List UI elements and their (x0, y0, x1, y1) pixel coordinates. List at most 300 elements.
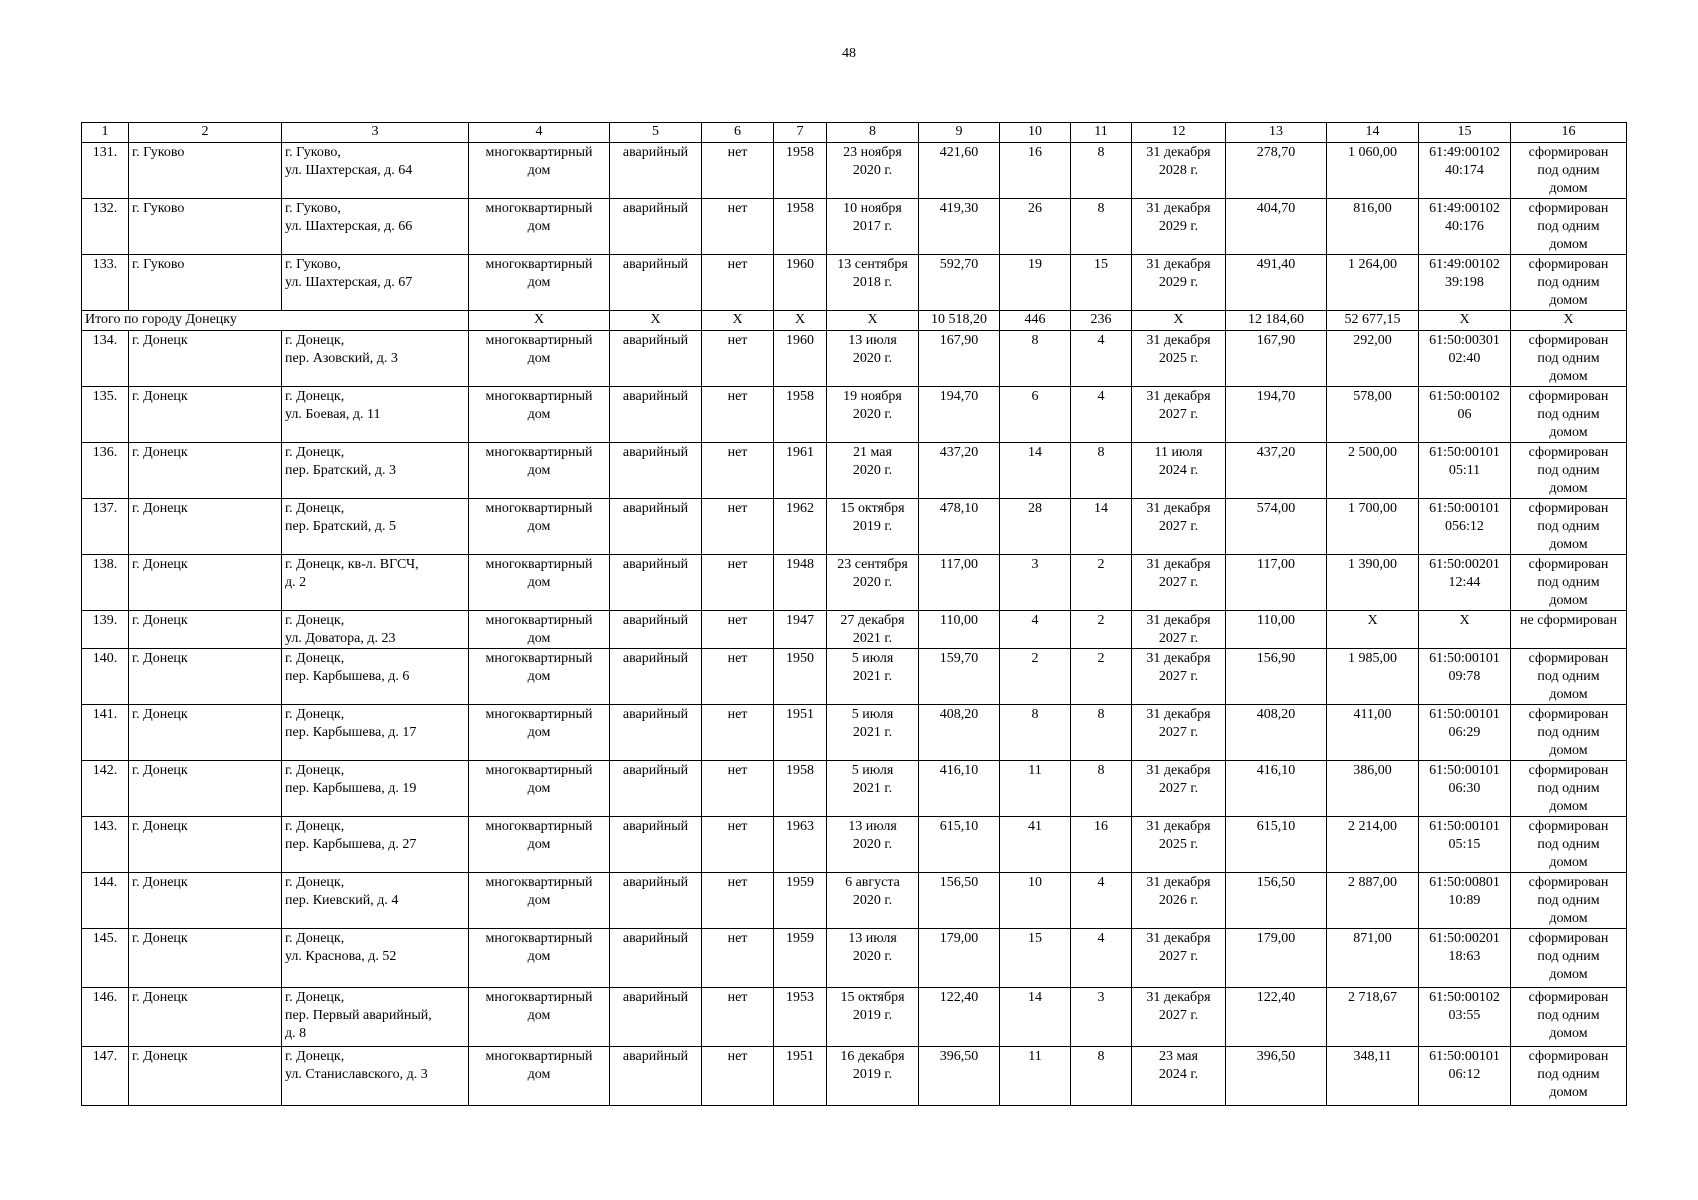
col-6-line: нет (727, 557, 748, 572)
municipality (129, 649, 282, 705)
building-type (469, 199, 610, 255)
col-10-line: 16 (1028, 145, 1042, 160)
address-line: г. Донецк, (285, 875, 345, 890)
year-built-line: 1948 (786, 557, 814, 572)
address-line: г. Донецк, (285, 389, 345, 404)
table-row (82, 255, 1627, 311)
area-line: 396,50 (939, 1049, 979, 1064)
planned-date-line: 31 декабря (1146, 145, 1211, 160)
cadastral-number (1419, 988, 1511, 1047)
cadastral-number-line: 056:12 (1445, 519, 1484, 534)
land-plot-status-line: домом (1549, 537, 1588, 552)
recognition-date (827, 817, 919, 873)
col-6 (702, 387, 774, 443)
building-status-line: аварийный (622, 613, 689, 628)
planned-date (1132, 761, 1226, 817)
recognition-date-line: 23 сентября (837, 557, 908, 572)
col-11 (1071, 255, 1132, 311)
recognition-date-line: 2020 г. (852, 463, 893, 478)
col-14-line: 1 060,00 (1348, 145, 1397, 160)
col-6-line: нет (727, 819, 748, 834)
address-line: ул. Боевая, д. 11 (285, 407, 381, 422)
year-built (774, 331, 827, 387)
address (282, 873, 469, 929)
col-10 (1000, 873, 1071, 929)
land-plot-status (1511, 873, 1627, 929)
col-13 (1226, 1047, 1327, 1106)
recognition-date (827, 255, 919, 311)
planned-date (1132, 611, 1226, 649)
building-status (610, 929, 702, 988)
building-status-line: аварийный (622, 651, 689, 666)
building-type-line: многоквартирный (485, 613, 593, 628)
land-plot-status-line: сформирован (1528, 557, 1609, 572)
col-14-line: 1 390,00 (1348, 557, 1397, 572)
table-row (82, 761, 1627, 817)
land-plot-status-line: домом (1549, 799, 1588, 814)
year-built (774, 499, 827, 555)
page-number: 48 (842, 46, 856, 61)
header-col-16: 16 (1511, 123, 1627, 143)
land-plot-status-line: под одним (1537, 949, 1600, 964)
col-14 (1327, 761, 1419, 817)
cadastral-number-line: 40:174 (1445, 163, 1484, 178)
cadastral-number (1419, 929, 1511, 988)
col-11 (1071, 555, 1132, 611)
building-status-line: аварийный (622, 501, 689, 516)
building-status-line: аварийный (622, 1049, 689, 1064)
building-type (469, 873, 610, 929)
recognition-date-line: 13 июля (848, 819, 897, 834)
area (919, 143, 1000, 199)
cadastral-number-line: 61:50:00101 (1429, 763, 1500, 778)
recognition-date (827, 705, 919, 761)
planned-date-line: 31 декабря (1146, 501, 1211, 516)
address-line: ул. Доватора, д. 23 (285, 631, 396, 646)
municipality (129, 817, 282, 873)
row-number (82, 387, 129, 443)
land-plot-status-line: домом (1549, 237, 1588, 252)
year-built (774, 555, 827, 611)
header-col-15: 15 (1419, 123, 1511, 143)
planned-date-line: 2027 г. (1158, 669, 1199, 684)
building-type-line: дом (527, 275, 551, 290)
land-plot-status-line: под одним (1537, 463, 1600, 478)
planned-date (1132, 873, 1226, 929)
recognition-date-line: 13 июля (848, 333, 897, 348)
recognition-date-line: 21 мая (853, 445, 892, 460)
col-6-line: нет (727, 333, 748, 348)
municipality-line: г. Донецк (132, 819, 188, 834)
row-number-line: 137. (92, 501, 118, 516)
col-6 (702, 929, 774, 988)
col-13 (1226, 199, 1327, 255)
col-13 (1226, 255, 1327, 311)
col-10-line: 2 (1031, 651, 1039, 666)
planned-date-line: 2028 г. (1158, 163, 1199, 178)
building-status-line: аварийный (622, 257, 689, 272)
year-built-line: 1960 (786, 333, 814, 348)
cadastral-number-line: 61:50:00201 (1429, 931, 1500, 946)
col-11-line: 15 (1094, 257, 1108, 272)
planned-date-line: 2025 г. (1158, 351, 1199, 366)
col-6-line: нет (727, 501, 748, 516)
table-row (82, 705, 1627, 761)
year-built-line: 1958 (786, 201, 814, 216)
col-14 (1327, 649, 1419, 705)
row-number (82, 705, 129, 761)
land-plot-status-line: домом (1549, 593, 1588, 608)
recognition-date (827, 555, 919, 611)
recognition-date-line: 2018 г. (852, 275, 893, 290)
col-11 (1071, 817, 1132, 873)
table-row (82, 817, 1627, 873)
building-type (469, 555, 610, 611)
table-row (82, 199, 1627, 255)
col-11-line: 2 (1097, 613, 1105, 628)
building-type-line: многоквартирный (485, 445, 593, 460)
col-6-line: нет (727, 445, 748, 460)
building-status-line: аварийный (622, 333, 689, 348)
col-6-line: нет (727, 201, 748, 216)
municipality-line: г. Донецк (132, 445, 188, 460)
year-built-line: 1961 (786, 445, 814, 460)
building-status (610, 1047, 702, 1106)
land-plot-status-line: под одним (1537, 781, 1600, 796)
col-13-line: 416,10 (1256, 763, 1296, 778)
building-status (610, 143, 702, 199)
address-line: г. Донецк, (285, 707, 345, 722)
area (919, 555, 1000, 611)
municipality-line: г. Донецк (132, 990, 188, 1005)
col-6 (702, 255, 774, 311)
table-row (82, 555, 1627, 611)
planned-date-line: 2027 г. (1158, 725, 1199, 740)
row-number-line: 145. (92, 931, 118, 946)
building-type (469, 761, 610, 817)
col-11-line: 8 (1097, 201, 1105, 216)
recognition-date-line: 13 июля (848, 931, 897, 946)
cadastral-number-line: 61:50:00101 (1429, 651, 1500, 666)
col-14 (1327, 499, 1419, 555)
cadastral-number-line: 06:30 (1448, 781, 1481, 796)
planned-date (1132, 199, 1226, 255)
municipality-line: г. Донецк (132, 651, 188, 666)
year-built-line: 1959 (786, 931, 814, 946)
col-14 (1327, 873, 1419, 929)
cadastral-number-line: 02:40 (1448, 351, 1481, 366)
col-6 (702, 705, 774, 761)
col-13-line: 179,00 (1256, 931, 1296, 946)
col-13-line: 156,90 (1256, 651, 1296, 666)
col-6 (702, 143, 774, 199)
land-plot-status-line: под одним (1537, 669, 1600, 684)
row-number-line: 136. (92, 445, 118, 460)
cadastral-number-line: 61:50:00201 (1429, 557, 1500, 572)
area-line: 110,00 (940, 613, 978, 628)
land-plot-status-line: сформирован (1528, 875, 1609, 890)
row-number-line: 138. (92, 557, 118, 572)
area (919, 499, 1000, 555)
year-built (774, 199, 827, 255)
col-14-line: 2 718,67 (1348, 990, 1397, 1005)
col-13 (1226, 649, 1327, 705)
building-type-line: многоквартирный (485, 819, 593, 834)
cadastral-number-line: 03:55 (1448, 1008, 1481, 1023)
col-11-line: 8 (1097, 763, 1105, 778)
land-plot-status-line: сформирован (1528, 145, 1609, 160)
year-built-line: 1958 (786, 763, 814, 778)
header-col-1: 1 (82, 123, 129, 143)
area (919, 873, 1000, 929)
planned-date-line: 2027 г. (1158, 1008, 1199, 1023)
cadastral-number (1419, 873, 1511, 929)
address (282, 143, 469, 199)
planned-date (1132, 555, 1226, 611)
col-13-line: 156,50 (1256, 875, 1296, 890)
address (282, 761, 469, 817)
col-14 (1327, 988, 1419, 1047)
area-line: 592,70 (939, 257, 979, 272)
recognition-date-line: 2020 г. (852, 351, 893, 366)
planned-date-line: 31 декабря (1146, 201, 1211, 216)
address (282, 817, 469, 873)
planned-date-line: 11 июля (1154, 445, 1203, 460)
address-line: пер. Карбышева, д. 6 (285, 669, 410, 684)
area (919, 611, 1000, 649)
building-type (469, 817, 610, 873)
area (919, 255, 1000, 311)
row-number (82, 988, 129, 1047)
address (282, 499, 469, 555)
table-row (82, 331, 1627, 387)
cadastral-number-line: 18:63 (1448, 949, 1481, 964)
table-body (82, 123, 1627, 1106)
building-type (469, 649, 610, 705)
col-13 (1226, 817, 1327, 873)
col-14-line: Х (1367, 613, 1378, 628)
total-c15: Х (1419, 311, 1511, 331)
row-number (82, 873, 129, 929)
land-plot-status (1511, 499, 1627, 555)
land-plot-status-line: домом (1549, 369, 1588, 384)
col-13-line: 194,70 (1256, 389, 1296, 404)
municipality-line: г. Донецк (132, 333, 188, 348)
col-6 (702, 988, 774, 1047)
col-6 (702, 611, 774, 649)
address-line: пер. Карбышева, д. 19 (285, 781, 417, 796)
col-11-line: 4 (1097, 389, 1105, 404)
col-10-line: 3 (1031, 557, 1039, 572)
header-col-5: 5 (610, 123, 702, 143)
address-line: пер. Киевский, д. 4 (285, 893, 399, 908)
area-line: 437,20 (939, 445, 979, 460)
building-type-line: дом (527, 351, 551, 366)
header-col-14: 14 (1327, 123, 1419, 143)
recognition-date (827, 387, 919, 443)
total-c9: 10 518,20 (919, 311, 1000, 331)
col-13 (1226, 988, 1327, 1047)
planned-date-line: 31 декабря (1146, 707, 1211, 722)
recognition-date (827, 499, 919, 555)
planned-date (1132, 255, 1226, 311)
col-13-line: 396,50 (1256, 1049, 1296, 1064)
building-status-line: аварийный (622, 145, 689, 160)
planned-date-line: 2027 г. (1158, 949, 1199, 964)
col-13-line: 574,00 (1256, 501, 1296, 516)
col-14-line: 1 700,00 (1348, 501, 1397, 516)
table-row (82, 143, 1627, 199)
col-11 (1071, 873, 1132, 929)
col-14 (1327, 929, 1419, 988)
cadastral-number-line: 05:11 (1448, 463, 1481, 478)
col-6-line: нет (727, 763, 748, 778)
planned-date (1132, 143, 1226, 199)
cadastral-number-line: 61:50:00101 (1429, 1049, 1500, 1064)
land-plot-status-line: под одним (1537, 275, 1600, 290)
land-plot-status-line: под одним (1537, 163, 1600, 178)
year-built (774, 611, 827, 649)
col-14-line: 1 264,00 (1348, 257, 1397, 272)
col-13-line: 117,00 (1257, 557, 1295, 572)
year-built (774, 929, 827, 988)
address-line: г. Гуково, (285, 257, 341, 272)
col-11 (1071, 649, 1132, 705)
recognition-date-line: 2017 г. (852, 219, 893, 234)
area-line: 408,20 (939, 707, 979, 722)
row-number-line: 142. (92, 763, 118, 778)
year-built-line: 1960 (786, 257, 814, 272)
building-status (610, 873, 702, 929)
cadastral-number (1419, 331, 1511, 387)
building-status (610, 387, 702, 443)
planned-date-line: 2024 г. (1158, 1067, 1199, 1082)
land-plot-status-line: сформирован (1528, 257, 1609, 272)
recognition-date (827, 929, 919, 988)
address (282, 1047, 469, 1106)
total-c11: 236 (1071, 311, 1132, 331)
planned-date (1132, 499, 1226, 555)
cadastral-number-line: 40:176 (1445, 219, 1484, 234)
col-13-line: 408,20 (1256, 707, 1296, 722)
planned-date-line: 31 декабря (1146, 819, 1211, 834)
year-built (774, 988, 827, 1047)
recognition-date-line: 2020 г. (852, 837, 893, 852)
recognition-date-line: 2020 г. (852, 407, 893, 422)
municipality (129, 929, 282, 988)
recognition-date-line: 2020 г. (852, 893, 893, 908)
municipality-line: г. Гуково (132, 145, 185, 160)
land-plot-status-line: сформирован (1528, 763, 1609, 778)
planned-date-line: 31 декабря (1146, 257, 1211, 272)
column-number-header (82, 123, 1627, 143)
building-status (610, 555, 702, 611)
building-type-line: многоквартирный (485, 501, 593, 516)
building-type-line: многоквартирный (485, 257, 593, 272)
col-13-line: 491,40 (1256, 257, 1296, 272)
year-built-line: 1959 (786, 875, 814, 890)
address-line: ул. Станиславского, д. 3 (285, 1067, 428, 1082)
municipality-line: г. Гуково (132, 257, 185, 272)
building-type (469, 1047, 610, 1106)
header-col-11: 11 (1071, 123, 1132, 143)
row-number (82, 929, 129, 988)
col-11-line: 4 (1097, 333, 1105, 348)
land-plot-status-line: домом (1549, 181, 1588, 196)
col-10 (1000, 143, 1071, 199)
year-built (774, 387, 827, 443)
building-status-line: аварийный (622, 445, 689, 460)
address-line: г. Донецк, (285, 931, 345, 946)
address-line: г. Донецк, (285, 819, 345, 834)
cadastral-number (1419, 761, 1511, 817)
land-plot-status-line: сформирован (1528, 1049, 1609, 1064)
total-c6: Х (702, 311, 774, 331)
municipality-line: г. Донецк (132, 763, 188, 778)
recognition-date-line: 2021 г. (852, 669, 893, 684)
col-10-line: 11 (1028, 763, 1042, 778)
cadastral-number-line: Х (1459, 613, 1470, 628)
planned-date-line: 31 декабря (1146, 875, 1211, 890)
building-type-line: дом (527, 575, 551, 590)
year-built-line: 1951 (786, 1049, 814, 1064)
col-11-line: 2 (1097, 557, 1105, 572)
col-10 (1000, 199, 1071, 255)
land-plot-status-line: сформирован (1528, 333, 1609, 348)
land-plot-status (1511, 988, 1627, 1047)
year-built (774, 705, 827, 761)
col-6 (702, 649, 774, 705)
area (919, 988, 1000, 1047)
row-number (82, 255, 129, 311)
land-plot-status-line: под одним (1537, 219, 1600, 234)
land-plot-status (1511, 143, 1627, 199)
row-number (82, 611, 129, 649)
area-line: 421,60 (939, 145, 979, 160)
land-plot-status (1511, 199, 1627, 255)
col-13 (1226, 705, 1327, 761)
table-row (82, 499, 1627, 555)
year-built-line: 1958 (786, 389, 814, 404)
cadastral-number-line: 10:89 (1448, 893, 1481, 908)
building-status-line: аварийный (622, 707, 689, 722)
col-11 (1071, 705, 1132, 761)
building-type-line: дом (527, 725, 551, 740)
building-type-line: многоквартирный (485, 201, 593, 216)
header-col-9: 9 (919, 123, 1000, 143)
header-col-6: 6 (702, 123, 774, 143)
address-line: г. Донецк, (285, 763, 345, 778)
land-plot-status-line: под одним (1537, 575, 1600, 590)
col-13-line: 122,40 (1256, 990, 1296, 1005)
col-10-line: 8 (1031, 707, 1039, 722)
municipality (129, 705, 282, 761)
col-10 (1000, 817, 1071, 873)
recognition-date-line: 19 ноября (843, 389, 902, 404)
col-10-line: 19 (1028, 257, 1042, 272)
col-6 (702, 555, 774, 611)
land-plot-status-line: под одним (1537, 1067, 1600, 1082)
col-11 (1071, 929, 1132, 988)
col-6 (702, 443, 774, 499)
year-built (774, 443, 827, 499)
address (282, 929, 469, 988)
land-plot-status-line: домом (1549, 911, 1588, 926)
municipality (129, 988, 282, 1047)
col-11 (1071, 611, 1132, 649)
municipality (129, 761, 282, 817)
area-line: 179,00 (939, 931, 979, 946)
